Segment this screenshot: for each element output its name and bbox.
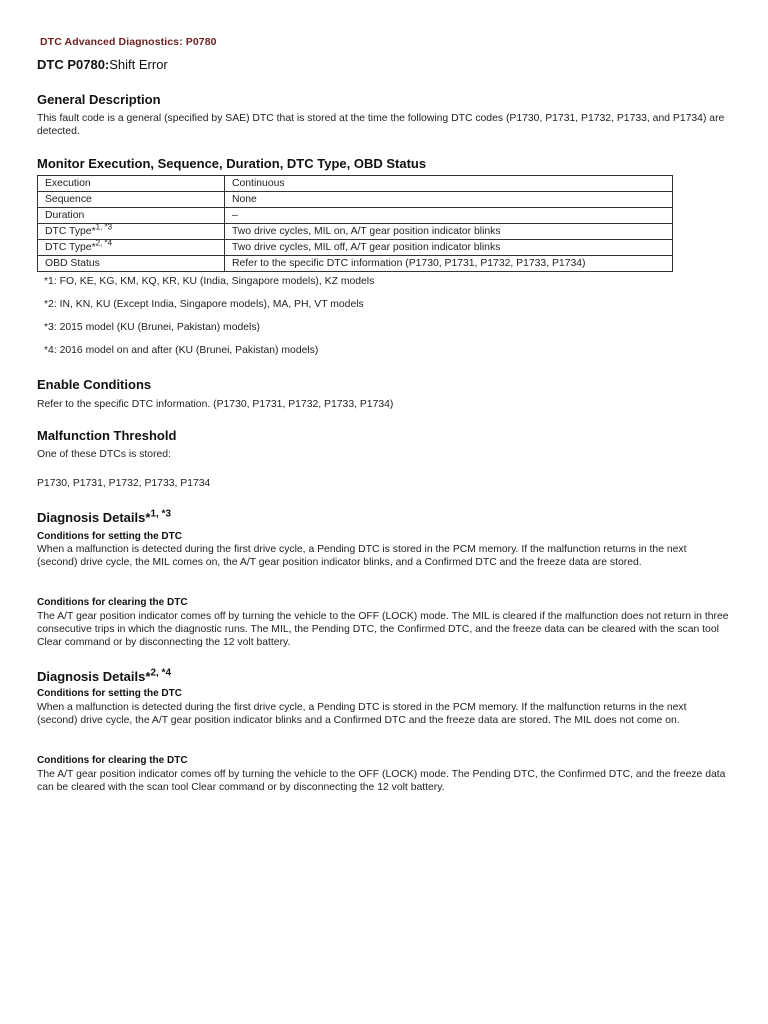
enable-conditions-text: Refer to the specific DTC information. (P1730, P1731, P1732, P1733, P1734) [37,399,394,410]
enable-conditions-heading: Enable Conditions [37,377,152,392]
general-description-heading: General Description [37,92,161,107]
table-row [38,224,673,240]
heading-text: Diagnosis Details* [37,510,151,525]
clearing-dtc-heading: Conditions for clearing the DTC [37,597,188,608]
row-label-text: DTC Type* [45,226,96,237]
row-label: Sequence [38,192,225,208]
footnote-1: *1: FO, KE, KG, KM, KQ, KR, KU (India, Singapore models), KZ models [44,276,375,287]
row-label: Duration [38,208,225,224]
heading-text: Diagnosis Details* [37,669,151,684]
general-description-text: This fault code is a general (specified by SAE) DTC that is stored at the time the following DTC codes (P1730, P1731, P1732, P1733, and P1734) are detected. [37,113,725,137]
row-label [38,224,225,240]
setting-dtc-heading: Conditions for setting the DTC [37,688,182,699]
row-label-text: DTC Type* [45,242,96,253]
table-row [38,192,673,208]
setting-dtc-text: When a malfunction is detected during the first drive cycle, a Pending DTC is stored in the PCM memory. If the malfunction returns in the next (second) drive cycle, the MIL comes on, the A/T gear position indicator blinks, and a Confirmed DTC and the freeze data are stored. [37,544,687,568]
table-row [38,176,673,192]
malfunction-threshold-heading: Malfunction Threshold [37,428,177,443]
diagnosis-details-1-heading [37,510,171,525]
diagnosis-details-2-heading [37,669,171,684]
dtc-name: Shift Error [109,57,168,72]
table-row [38,208,673,224]
row-value: Continuous [225,176,673,192]
dtc-code: DTC P0780: [37,57,110,72]
footnote-2: *2: IN, KN, KU (Except India, Singapore models), MA, PH, VT models [44,299,364,310]
monitor-table [37,175,673,272]
malfunction-threshold-codes: P1730, P1731, P1732, P1733, P1734 [37,478,211,489]
clearing-dtc-text: The A/T gear position indicator comes off by turning the vehicle to the OFF (LOCK) mode. The Pending DTC, the Confirmed DTC, and the freeze data can be cleared with the scan tool Clear command or by disconnecting the 12 volt battery. [37,769,726,793]
row-label: Execution [38,176,225,192]
row-value: Two drive cycles, MIL on, A/T gear position indicator blinks [225,224,673,240]
setting-dtc-heading: Conditions for setting the DTC [37,531,182,542]
row-label-sup: 1, *3 [95,222,113,232]
monitor-heading: Monitor Execution, Sequence, Duration, DTC Type, OBD Status [37,156,427,171]
clearing-dtc-text: The A/T gear position indicator comes off by turning the vehicle to the OFF (LOCK) mode. The MIL is cleared if the malfunction does not return in three consecutive trips in which the diagnostic runs. The MIL, the Pending DTC, the Confirmed DTC, and the freeze data can be cleared with the scan tool Clear command or by disconnecting the 12 volt battery. [37,611,729,648]
malfunction-threshold-text: One of these DTCs is stored: [37,449,171,460]
table-row [38,240,673,256]
row-label [38,240,225,256]
row-value: Two drive cycles, MIL off, A/T gear position indicator blinks [225,240,673,256]
page-title [37,57,168,72]
row-value: – [225,208,673,224]
heading-sup: 2, *4 [150,667,172,679]
heading-sup: 1, *3 [150,508,172,520]
setting-dtc-text: When a malfunction is detected during the first drive cycle, a Pending DTC is stored in the PCM memory. If the malfunction returns in the next (second) drive cycle, the A/T gear position indicator blinks and a Confirmed DTC and the freeze data are stored. The MIL does not come on. [37,702,687,726]
row-label-sup: 2, *4 [95,238,113,248]
row-value: None [225,192,673,208]
table-row [38,256,673,272]
breadcrumb: DTC Advanced Diagnostics: P0780 [40,36,217,48]
footnote-4: *4: 2016 model on and after (KU (Brunei, Pakistan) models) [44,345,319,356]
row-value: Refer to the specific DTC information (P1730, P1731, P1732, P1733, P1734) [225,256,673,272]
row-label: OBD Status [38,256,225,272]
footnote-3: *3: 2015 model (KU (Brunei, Pakistan) models) [44,322,260,333]
clearing-dtc-heading: Conditions for clearing the DTC [37,755,188,766]
